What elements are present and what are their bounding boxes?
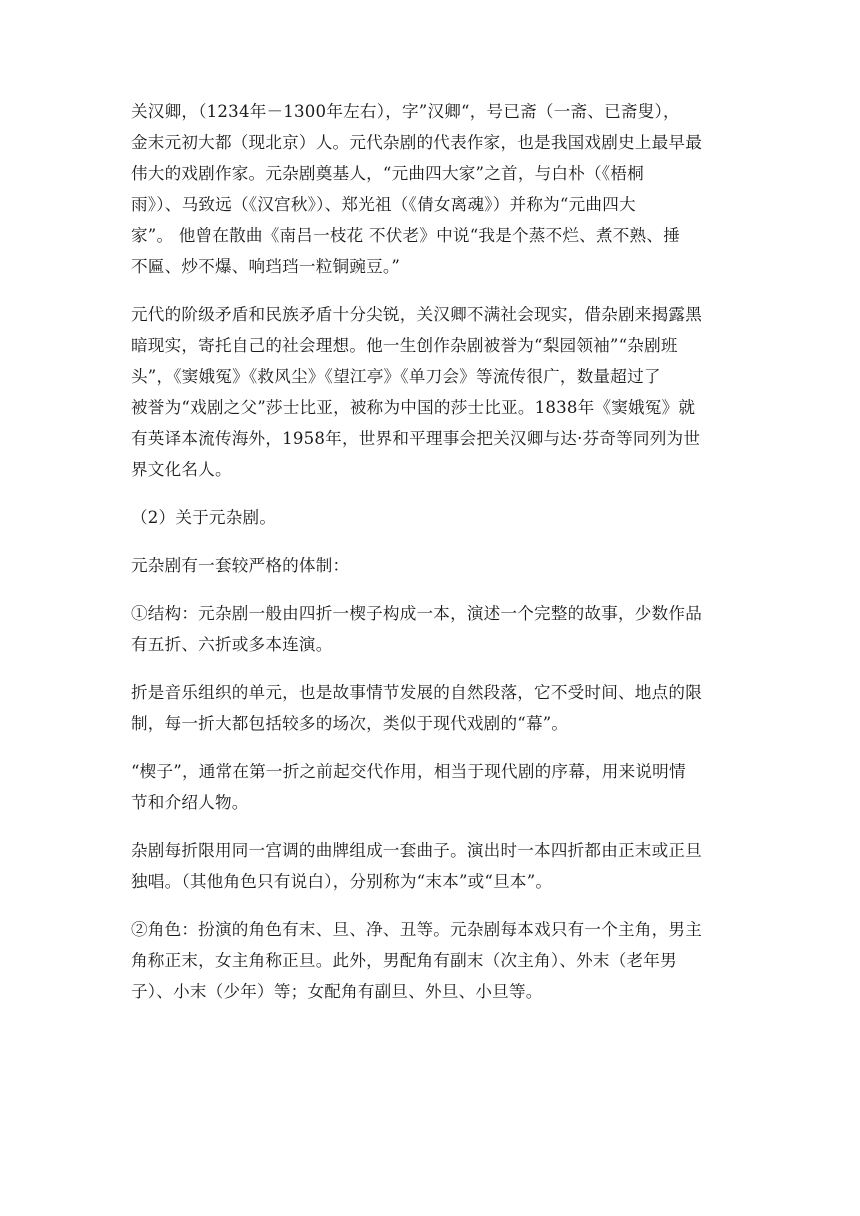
text-line: 杂剧每折限用同一宫调的曲牌组成一套曲子。演出时一本四折都由正末或正旦 [131,841,702,860]
text-line: 关汉卿，（1234年－1300年左右），字”汉卿“，号已斋（一斋、已斋叟）， [131,102,680,121]
text-line: 制，每一折大都包括较多的场次，类似于现代戏剧的“幕”。 [131,714,569,733]
section-heading-yuan-zaju [131,502,728,533]
paragraph-roles [131,914,728,1007]
text-line: ①结构：元杂剧一般由四折一楔子构成一本，演述一个完整的故事，少数作品 [131,604,702,623]
paragraph-qupai [131,835,728,897]
text-line: 独唱。（其他角色只有说白），分别称为“末本”或“旦本”。 [131,872,553,891]
text-line: 折是音乐组织的单元，也是故事情节发展的自然段落，它不受时间、地点的限 [131,683,702,702]
text-line: 有五折、六折或多本连演。 [131,635,333,654]
text-line: 暗现实，寄托自己的社会理想。他一生创作杂剧被誉为“梨园领袖”“杂剧班 [131,336,678,355]
text-line: 家”。 他曾在散曲《南吕一枝花 不伏老》中说“我是个蒸不烂、煮不熟、捶 [131,226,680,245]
text-line: 头”，《窦娥冤》《救风尘》《望江亭》《单刀会》等流传很广，数量超过了 [131,367,661,386]
paragraph-system-intro [131,550,728,581]
text-line: 角称正末，女主角称正旦。此外，男配角有副末（次主角）、外末（老年男 [131,951,677,970]
text-line: 金末元初大都（现北京）人。元代杂剧的代表作家，也是我国戏剧史上最早最 [131,133,702,152]
text-line: 元杂剧有一套较严格的体制： [131,556,350,575]
paragraph-structure [131,598,728,660]
text-line: ②角色：扮演的角色有末、旦、净、丑等。元杂剧每本戏只有一个主角，男主 [131,920,702,939]
paragraph-social-context [131,299,728,485]
text-line: 有英译本流传海外，1958年，世界和平理事会把关汉卿与达·芬奇等同列为世 [131,429,701,448]
text-line: 界文化名人。 [131,460,232,479]
paragraph-xiezi [131,756,728,818]
text-line: 节和介绍人物。 [131,793,249,812]
text-line: 雨》）、马致远（《汉宫秋》）、郑光祖（《倩女离魂》）并称为“元曲四大 [131,195,636,214]
text-line: “楔子”，通常在第一折之前起交代作用，相当于现代剧的序幕，用来说明情 [131,762,686,781]
text-line: 子）、小末（少年）等；女配角有副旦、外旦、小旦等。 [131,982,543,1001]
text-line: 被誉为“戏剧之父”莎士比亚，被称为中国的莎士比亚。1838年《窦娥冤》就 [131,398,696,417]
paragraph-zhe [131,677,728,739]
paragraph-guan-hanqing-bio [131,96,728,282]
text-line: （2）关于元杂剧。 [131,508,277,527]
document-body [131,96,728,1024]
text-line: 不匾、炒不爆、响珰珰一粒铜豌豆。” [131,257,401,276]
text-line: 伟大的戏剧作家。元杂剧奠基人，“元曲四大家”之首，与白朴（《梧桐 [131,164,644,183]
text-line: 元代的阶级矛盾和民族矛盾十分尖锐，关汉卿不满社会现实，借杂剧来揭露黑 [131,305,702,324]
